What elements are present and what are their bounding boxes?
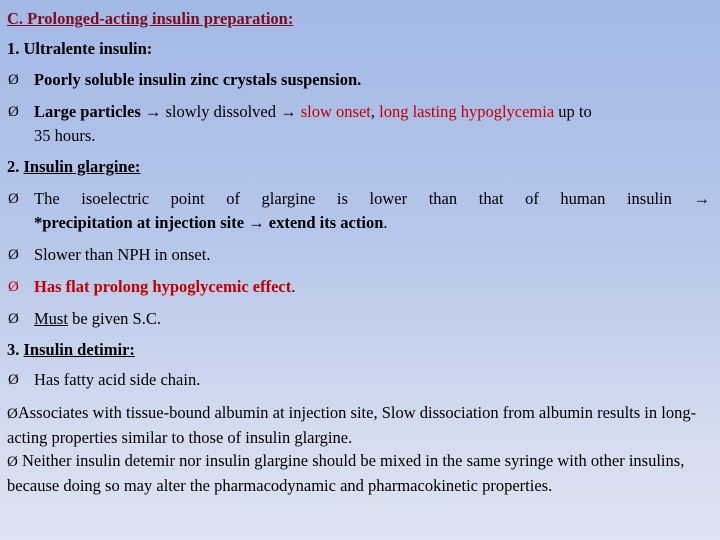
slow-onset-text: slow onset	[300, 102, 371, 121]
ultralente-bullet-1: Poorly soluble insulin zinc crystals suspension.	[34, 70, 362, 89]
up-to-text: up to	[554, 102, 592, 121]
bullet-arrow-icon: Ø	[8, 191, 19, 207]
glargine-bullet-1-line-1: The isoelectric point of glargine is lower than that of human insulin →	[34, 189, 710, 208]
period-text: .	[291, 277, 296, 296]
detimir-paragraph-2-text: Neither insulin detemir nor insulin glargine should be mixed in the same syringe with other insulins, because doing so may alter the pharmacodynamic and pharmacokinetic properties.	[7, 451, 685, 495]
bullet-arrow-icon: Ø	[7, 454, 18, 470]
detimir-paragraph-1-text: Associates with tissue-bound albumin at injection site, Slow dissociation from albumin results in long-acting properties similar to those of insulin glargine.	[7, 403, 697, 447]
section-3-name: Insulin detimir:	[23, 340, 135, 359]
glargine-bullet-4	[34, 308, 161, 330]
detimir-bullet-1: Has fatty acid side chain.	[34, 370, 201, 389]
glargine-bullet-3	[34, 276, 295, 298]
section-3-number: 3.	[7, 340, 24, 359]
glargine-bullet-1-line-2	[34, 212, 388, 234]
section-3-heading	[7, 339, 135, 361]
section-2-name: Insulin glargine:	[23, 157, 141, 176]
period-text: .	[383, 213, 388, 232]
comma-text: ,	[370, 102, 380, 121]
precipitation-text: *precipitation at injection site → extend its action	[34, 213, 384, 232]
section-1-heading: 1. Ultralente insulin:	[7, 39, 153, 58]
flat-prolong-text: Has flat prolong hypoglycemic effect	[34, 277, 292, 296]
section-2-number: 2.	[7, 157, 24, 176]
ultralente-bullet-2	[34, 101, 592, 123]
bullet-arrow-icon: Ø	[8, 372, 19, 388]
section-2-heading	[7, 156, 140, 178]
detimir-paragraph-1	[7, 401, 715, 449]
long-lasting-text: long lasting hypoglycemia	[379, 102, 555, 121]
must-text: Must	[34, 309, 68, 328]
ultralente-bullet-2-cont: 35 hours.	[34, 126, 96, 145]
dissolved-text: → slowly dissolved →	[140, 102, 301, 121]
glargine-bullet-2: Slower than NPH in onset.	[34, 245, 211, 264]
bullet-arrow-icon: Ø	[8, 104, 19, 120]
bullet-arrow-icon: Ø	[8, 247, 19, 263]
bullet-arrow-icon: Ø	[8, 72, 19, 88]
large-particles-text: Large particles	[34, 102, 141, 121]
bullet-arrow-icon: Ø	[8, 279, 19, 295]
slide-title: C. Prolonged-acting insulin preparation:	[7, 9, 294, 28]
bullet-arrow-icon: Ø	[8, 311, 19, 327]
detimir-paragraph-2	[7, 449, 715, 497]
given-sc-text: be given S.C.	[67, 309, 161, 328]
bullet-arrow-icon: Ø	[7, 406, 18, 422]
